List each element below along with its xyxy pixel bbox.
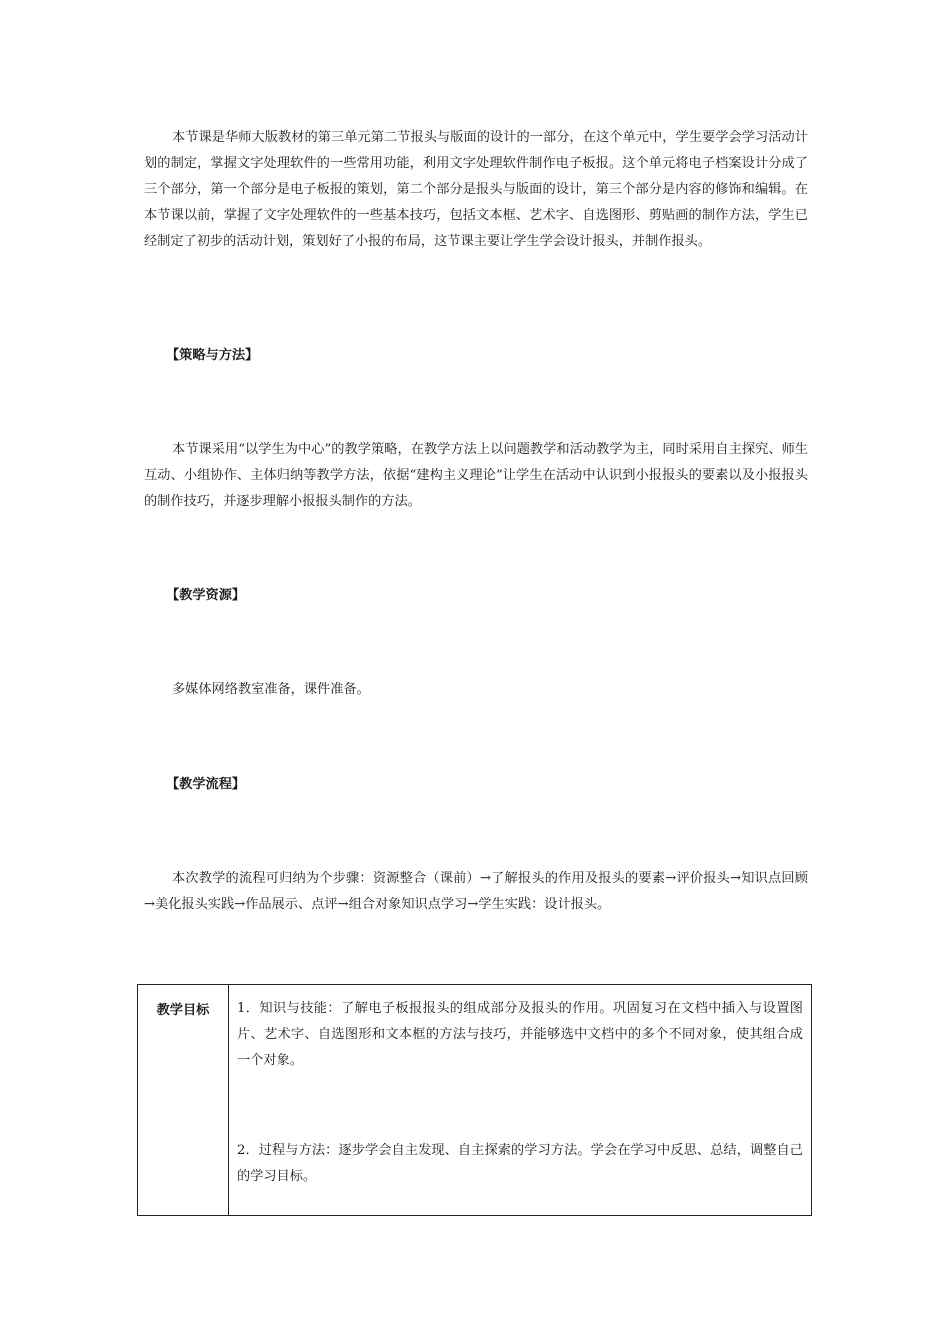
objectives-content-cell xyxy=(229,985,811,1215)
objective-process-methods: 2．过程与方法：逐步学会自主发现、自主探索的学习方法。学会在学习中反思、总结，调整自己的学习目标。 xyxy=(237,1143,803,1184)
heading-strategy: 【策略与方法】 xyxy=(166,348,259,363)
strategy-paragraph: 本节课采用“以学生为中心”的教学策略，在教学方法上以问题教学和活动教学为主，同时采用自主探究、师生互动、小组协作、主体归纳等教学方法，依据“建构主义理论”让学生在活动中认识到小报报头的要素以及小报报头的制作技巧，并逐步理解小报报头制作的方法。 xyxy=(144,442,808,509)
heading-flow: 【教学流程】 xyxy=(166,777,246,792)
objectives-label-cell: 教学目标 xyxy=(138,985,229,1215)
objectives-table xyxy=(137,984,812,1216)
objective-knowledge-skills: 1．知识与技能：了解电子板报报头的组成部分及报头的作用。巩固复习在文档中插入与设置图片、艺术字、自选图形和文本框的方法与技巧，并能够选中文档中的多个不同对象，使其组合成一个对象。 xyxy=(237,1001,803,1068)
intro-paragraph: 本节课是华师大版教材的第三单元第二节报头与版面的设计的一部分，在这个单元中，学生要学会学习活动计划的制定，掌握文字处理软件的一些常用功能，利用文字处理软件制作电子板报。这个单元将电子档案设计分成了三个部分，第一个部分是电子板报的策划，第二个部分是报头与版面的设计，第三个部分是内容的修饰和编辑。在本节课以前，掌握了文字处理软件的一些基本技巧，包括文本框、艺术字、自选图形、剪贴画的制作方法，学生已经制定了初步的活动计划，策划好了小报的布局，这节课主要让学生学会设计报头，并制作报头。 xyxy=(144,130,808,249)
resources-paragraph: 多媒体网络教室准备，课件准备。 xyxy=(172,682,370,697)
heading-resources: 【教学资源】 xyxy=(166,588,246,603)
flow-paragraph: 本次教学的流程可归纳为个步骤：资源整合（课前）→了解报头的作用及报头的要素→评价报头→知识点回顾→美化报头实践→作品展示、点评→组合对象知识点学习→学生实践：设计报头。 xyxy=(144,871,808,912)
